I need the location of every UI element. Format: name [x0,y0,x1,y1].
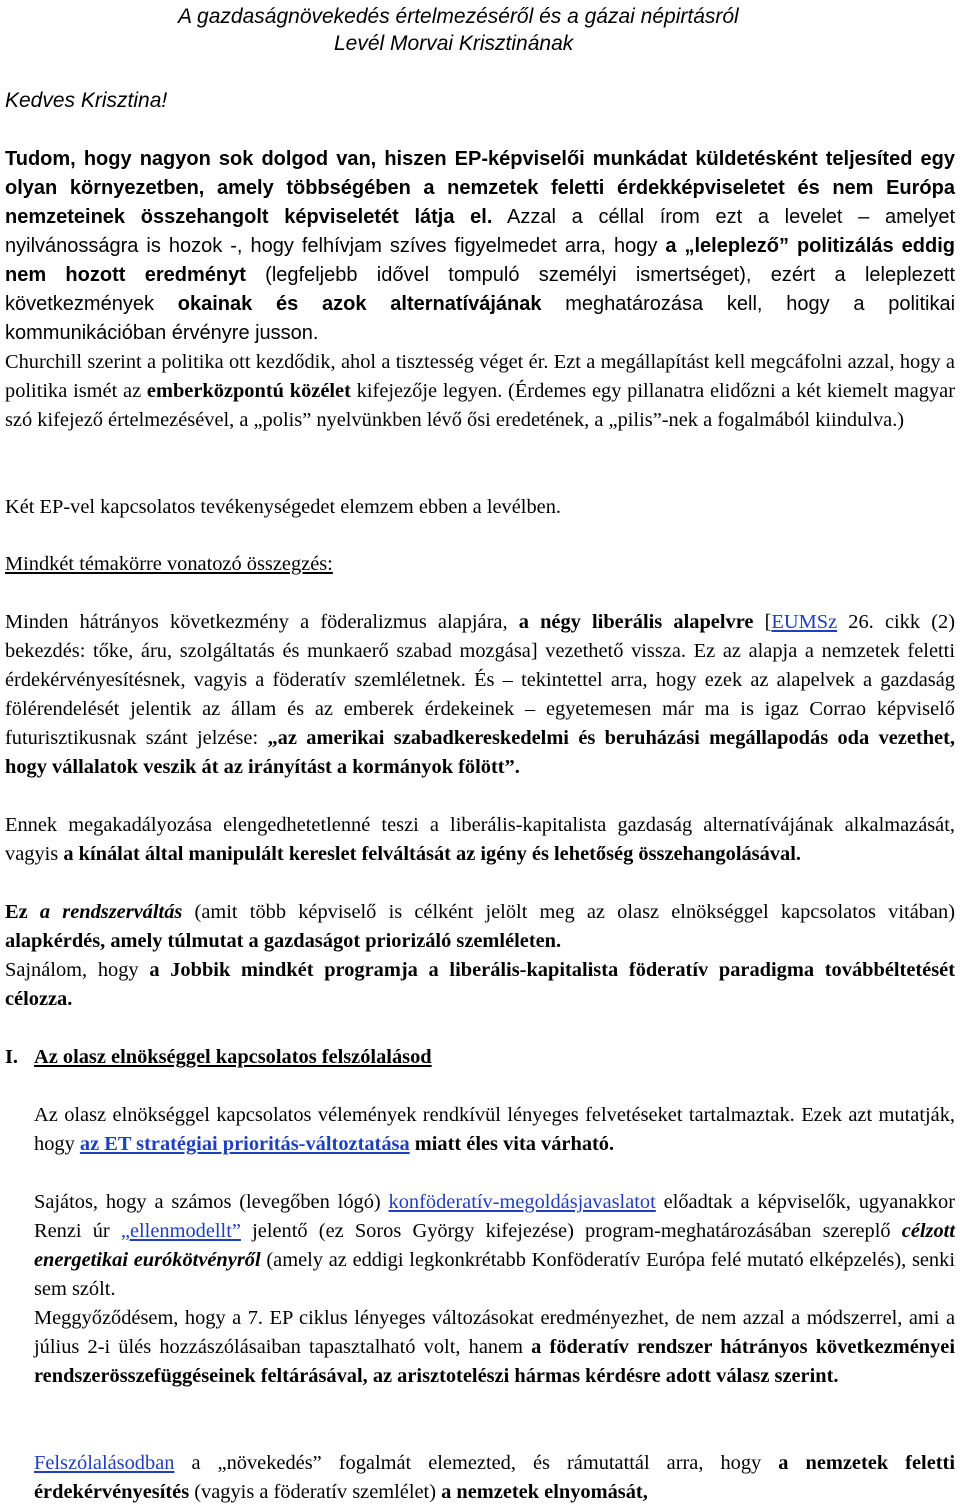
summary-heading: Mindkét témakörre vonatozó összegzés: [5,553,333,575]
paragraph-intro-analysis: Két EP-vel kapcsolatos tevékenységedet elemzem ebben a levélben. [5,496,561,518]
speech-text-a: a „növekedés” fogalmát elemezted, és rámutattál arra, hogy [174,1452,779,1474]
presidency-emphasis: miatt éles vita várható. [409,1133,615,1155]
eumsz-link[interactable]: EUMSz [771,611,838,633]
paragraph-confederative [34,1188,955,1304]
federalism-emphasis-2: „az amerikai szabadkereskedelmi és beruházási megállapodás oda vezethet, hogy vállalatok veszik át az irányítást a kormányok fölött”. [5,727,955,778]
confederative-proposal-link[interactable]: konföderatív-megoldásjavaslatot [388,1191,656,1213]
document-subtitle: Levél Morvai Krisztinának [334,32,574,55]
presidency-text-a: Az olasz elnökséggel kapcsolatos vélemények rendkívül lényeges felvetéseket tartalmaztak. Ezek azt mutatják, hogy [34,1104,955,1155]
ep-cycle-text-a: Meggyőződésem, hogy a 7. EP ciklus lényeges változásokat eredményezhet, de nem azzal a módszerrel, ami a július 2-i ülés hozzászólásaiban tapasztalható volt, hanem [34,1307,955,1358]
jobbik-emphasis: a Jobbik mindkét programja a liberális-kapitalista föderatív paradigma továbbéltetését célozza. [5,959,955,1010]
salutation: Kedves Krisztina! [5,89,168,112]
jobbik-text-a: Sajnálom, hogy [5,959,150,981]
paragraph-ep-cycle [34,1304,955,1391]
counter-model-link[interactable]: „ellenmodellt” [120,1220,241,1242]
intro-text-a: Azzal a céllal írom ezt a levelet – amelyet nyilvánosságra is hozok -, hogy felhívjam szíves figyelmedet arra, hogy [5,206,956,257]
paragraph-speech [34,1449,955,1507]
regime-text-c: (amit több képviselő is célként jelölt meg az olasz elnökséggel kapcsolatos vitában) [182,901,955,923]
confederative-text-a: Sajátos, hogy a számos (levegőben lógó) [34,1191,389,1213]
intro-text-e: meghatározása kell, hogy a politikai kommunikációban érvényre jusson. [5,293,956,344]
confederative-text-c: jelentő (ez Soros György kifejezése) program-meghatározásában szereplő [240,1220,902,1242]
regime-emphasis-italic: a rendszerváltás [39,901,183,923]
intro-emphasis-2: okainak és azok alternatívájának [177,293,542,315]
federalism-text-d: 26. cikk (2) bekezdés: tőke, áru, szolgáltatás és munkaerő szabad mozgása] vezethető vissza. Ez az alapja a nemzetek feletti érdekérvényesítésnek, vagyis a föderatív szemléletnek. És – tekintettel arra, hogy ezek az alapelvek a gazdaság fölérendelését jelentik az állam és az emberek érdekeinek – egyetemesen már ma is igaz Corrao képviselő futurisztikusnak szánt jelzése: [5,611,955,749]
ep-cycle-emphasis: a föderatív rendszer hátrányos következményei rendszerösszefüggéseinek feltárásával, az arisztotelészi hármas kérdésre adott válasz szerint. [34,1336,955,1387]
regime-text-a: Ez [5,901,40,923]
intro-text-c: (legfeljebb idővel tompuló személyi ismertséget), ezért a leleplezett következmények [5,264,956,315]
paragraph-regime-change [5,898,955,956]
churchill-text-c: kifejezője legyen. (Érdemes egy pillanatra elidőzni a két kiemelt magyar szó kifejező értelmezésével, a „polis” nyelvünkben lévő ősi eredetének, a „pilis”-nek a fogalmából kiindulva.) [5,380,955,431]
paragraph-alternative [5,811,955,869]
speech-emphasis-1: a nemzetek feletti érdekérvényesítés [34,1452,955,1503]
federalism-text-c: [ [753,611,772,633]
federalism-text-a: Minden hátrányos következmény a föderalizmus alapjára, [5,611,519,633]
speech-text-c: (vagyis a föderatív szemlélet) [189,1481,442,1503]
eurobond-emphasis: célzott energetikai eurókötvényről [34,1220,956,1271]
section-1-title: Az olasz elnökséggel kapcsolatos felszólalásod [34,1046,432,1068]
confederative-text-b: előadtak a képviselők, ugyanakkor Renzi úr [34,1191,955,1242]
confederative-text-e: (amely az eddigi legkonkrétabb Konföderatív Európa felé mutató elképzelés), senki sem szólt. [34,1249,955,1300]
churchill-text-a: Churchill szerint a politika ott kezdődik, ahol a tisztesség véget ér. Ezt a megállapítást kell megcáfolni azzal, hogy a politika ismét az [5,351,955,402]
speech-emphasis-2: a nemzetek elnyomását, [441,1481,648,1503]
alternative-emphasis: a kínálat által manipulált kereslet felváltását az igény és lehetőség összehangolásával. [63,843,801,865]
intro-emphasis-1: a „leleplező” politizálás eddig nem hozott eredményt [5,235,955,286]
alternative-text-a: Ennek megakadályozása elengedhetetlenné teszi a liberális-kapitalista gazdaság alternatívájának alkalmazását, vagyis [5,814,955,865]
paragraph-federalism [5,608,955,782]
paragraph-churchill [5,348,955,435]
section-1-number: I. [5,1046,19,1068]
paragraph-italian-presidency [34,1101,955,1159]
intro-bold-text: Tudom, hogy nagyon sok dolgod van, hiszen EP-képviselői munkádat küldetésként teljesíted egy olyan környezetben, amely többségében a nemzetek feletti érdekképviseletet és nem Európa nemzeteinek összehangolt képviseletét látja el. [5,148,955,228]
churchill-emphasis: emberközpontú közélet [146,380,351,402]
regime-emphasis: alapkérdés, amely túlmutat a gazdaságot priorizáló szemléleten. [5,930,562,952]
et-priority-link[interactable]: az ET stratégiai prioritás-változtatása [79,1133,410,1155]
paragraph-jobbik [5,956,955,1014]
document-title: A gazdaságnövekedés értelmezéséről és a gázai népirtásról [178,5,739,28]
federalism-emphasis-1: a négy liberális alapelvre [518,611,754,633]
speech-link[interactable]: Felszólalásodban [34,1452,175,1474]
